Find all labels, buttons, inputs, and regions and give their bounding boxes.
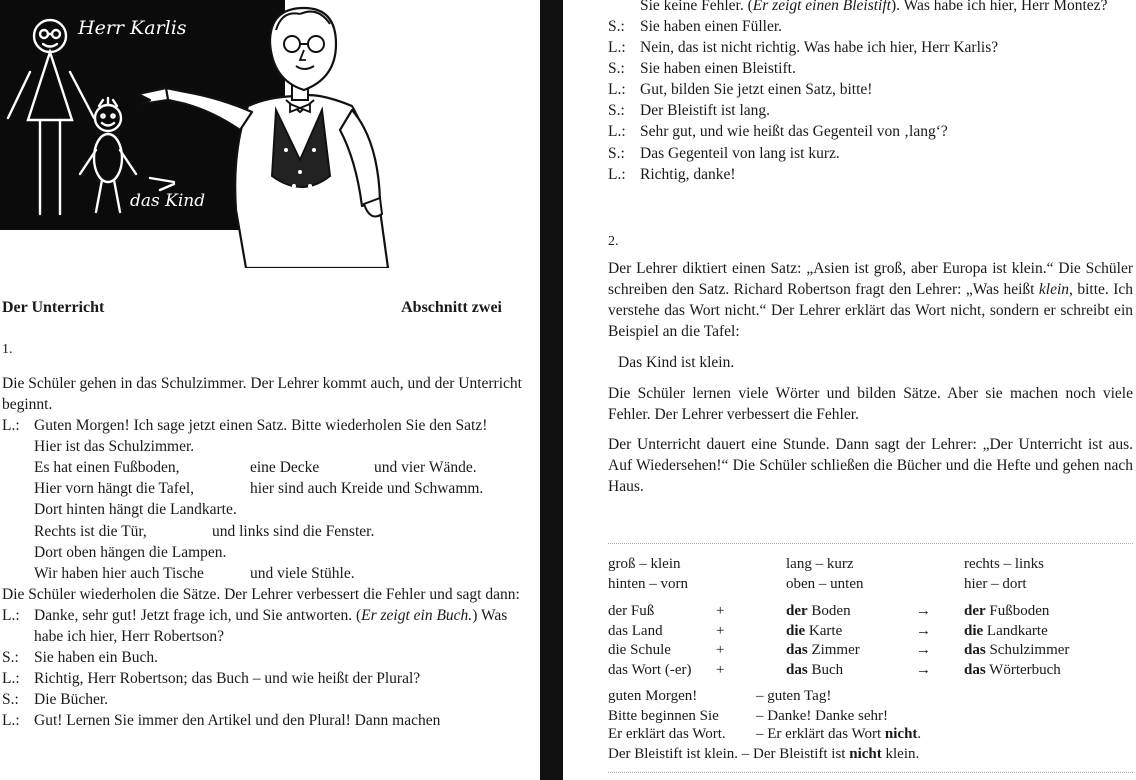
dialog-line: L.: Sehr gut, und wie heißt das Gegenteil von ‚lang‘?: [608, 123, 948, 141]
dialog-line: S.: Sie haben einen Füller.: [608, 18, 783, 36]
opposites-table: [608, 555, 1128, 594]
vocab-bottom-rule: [608, 772, 1133, 773]
sentence-line: Rechts ist die Tür, und links sind die Fenster.: [34, 522, 375, 540]
table-row: guten Morgen! – guten Tag!: [608, 688, 832, 704]
repeat-paragraph: Die Schüler wiederholen die Sätze. Der Lehrer verbessert die Fehler und sagt dann:: [2, 585, 520, 603]
table-row: hinten – vorn oben – unten hier – dort: [608, 575, 1027, 592]
continued-line: Sie keine Fehler. (Er zeigt einen Bleistift). Was habe ich hier, Herr Montez?: [640, 0, 1108, 14]
child-chalk-label: das Kind: [130, 191, 206, 211]
sentence-line: Dort oben hängen die Lampen.: [34, 543, 227, 561]
table-row: die Schule + das Zimmer → das Schulzimmer: [608, 642, 1070, 658]
line-text: Guten Morgen! Ich sage jetzt einen Satz. Bitte wiederholen Sie den Satz!: [34, 417, 488, 435]
section-number-1: 1.: [2, 342, 13, 357]
dialog-line: L.: Richtig, danke!: [608, 165, 736, 183]
dialog-line: S.: Sie haben einen Bleistift.: [608, 60, 796, 78]
lesson-heading: [2, 297, 502, 319]
right-text-block: [608, 258, 1133, 497]
dialog-line: S.: Die Bücher.: [2, 691, 109, 709]
table-row: groß – klein lang – kurz rechts – links: [608, 556, 1044, 572]
table-row: das Land + die Karte → die Landkarte: [608, 622, 1048, 639]
sentence-line: Hier ist das Schulzimmer.: [34, 438, 195, 456]
intro-paragraph: Die Schüler gehen in das Schulzimmer. Der Lehrer kommt auch, und der Unterricht beginnt.: [2, 375, 522, 414]
dialog-line: S.: Der Bleistift ist lang.: [608, 102, 771, 120]
negation-examples: [608, 725, 921, 764]
table-row: das Wort (-er) + das Buch → das Wörterbuch: [608, 661, 1061, 678]
phrases-table: [608, 687, 888, 726]
section-number-2: 2.: [608, 234, 619, 249]
teacher-chalk-label: Herr Karlis: [78, 17, 187, 39]
dialog-line: S.: Sie haben ein Buch.: [2, 649, 158, 667]
sentence-line: Hier vorn hängt die Tafel, hier sind auch Kreide und Schwamm.: [34, 480, 484, 498]
practice-paragraph: Die Schüler lernen viele Wörter und bilden Sätze. Aber sie machen noch viele Fehler. Der Lehrer verbessert die Fehler.: [608, 385, 1133, 424]
right-dialog-block: [608, 0, 1133, 185]
dictation-paragraph: Der Lehrer diktiert einen Satz: „Asien ist groß, aber Europa ist klein.“ Die Schüler schreiben den Satz. Richard Robertson fragt den Lehrer: „Was heißt klein, bitte. Ich verstehe das Wort nicht.“ Der Lehrer erklärt das Wort nicht, sondern er schreibt ein Beispiel an die Tafel:: [608, 260, 1133, 341]
sentence-list: [2, 436, 526, 584]
dialog-line: L.: Richtig, Herr Robertson; das Buch – und wie heißt der Plural?: [2, 670, 421, 688]
vocab-top-rule: [608, 543, 1133, 544]
lesson-title: Der Unterricht: [2, 299, 105, 316]
blackboard-example: Das Kind ist klein.: [618, 354, 735, 372]
dialog-line: S.: Das Gegenteil von lang ist kurz.: [608, 144, 840, 162]
table-row: Bitte beginnen Sie – Danke! Danke sehr!: [608, 707, 889, 724]
blackboard-illustration: [0, 0, 540, 268]
sentence-line: Es hat einen Fußboden, eine Decke und vier Wände.: [34, 459, 477, 477]
negation-line: Der Bleistift ist klein. – Der Bleistift ist nicht klein.: [608, 745, 920, 762]
dialog-line: L.: Gut! Lernen Sie immer den Artikel und den Plural! Dann machen: [2, 712, 441, 730]
negation-line: Er erklärt das Wort. – Er erklärt das Wort nicht.: [608, 726, 922, 742]
section-title: Abschnitt zwei: [401, 299, 502, 316]
closing-paragraph: Der Unterricht dauert eine Stunde. Dann sagt der Lehrer: „Der Unterricht ist aus. Auf Wiedersehen!“ Die Schüler schließen die Bücher und die Hefte und gehen nach Haus.: [608, 435, 1133, 495]
speaker: L.:: [2, 417, 20, 435]
left-text-block: [2, 373, 526, 731]
compound-nouns-table: [608, 602, 1128, 680]
dialog-line: L.: Danke, sehr gut! Jetzt frage ich, und Sie antworten. (Er zeigt ein Buch.) Was habe ich hier, Herr Robertson?: [2, 606, 508, 645]
sentence-line: Dort hinten hängt die Landkarte.: [34, 501, 237, 519]
table-row: der Fuß + der Boden → der Fußboden: [608, 603, 1050, 619]
dialog-line: L.: Gut, bilden Sie jetzt einen Satz, bitte!: [608, 81, 873, 99]
dialog-line: [2, 415, 526, 436]
left-page: [0, 0, 540, 780]
sentence-line: Wir haben hier auch Tische und viele Stühle.: [34, 564, 355, 582]
book-gutter: [540, 0, 563, 780]
dialog-line: L.: Nein, das ist nicht richtig. Was habe ich hier, Herr Karlis?: [608, 39, 999, 57]
